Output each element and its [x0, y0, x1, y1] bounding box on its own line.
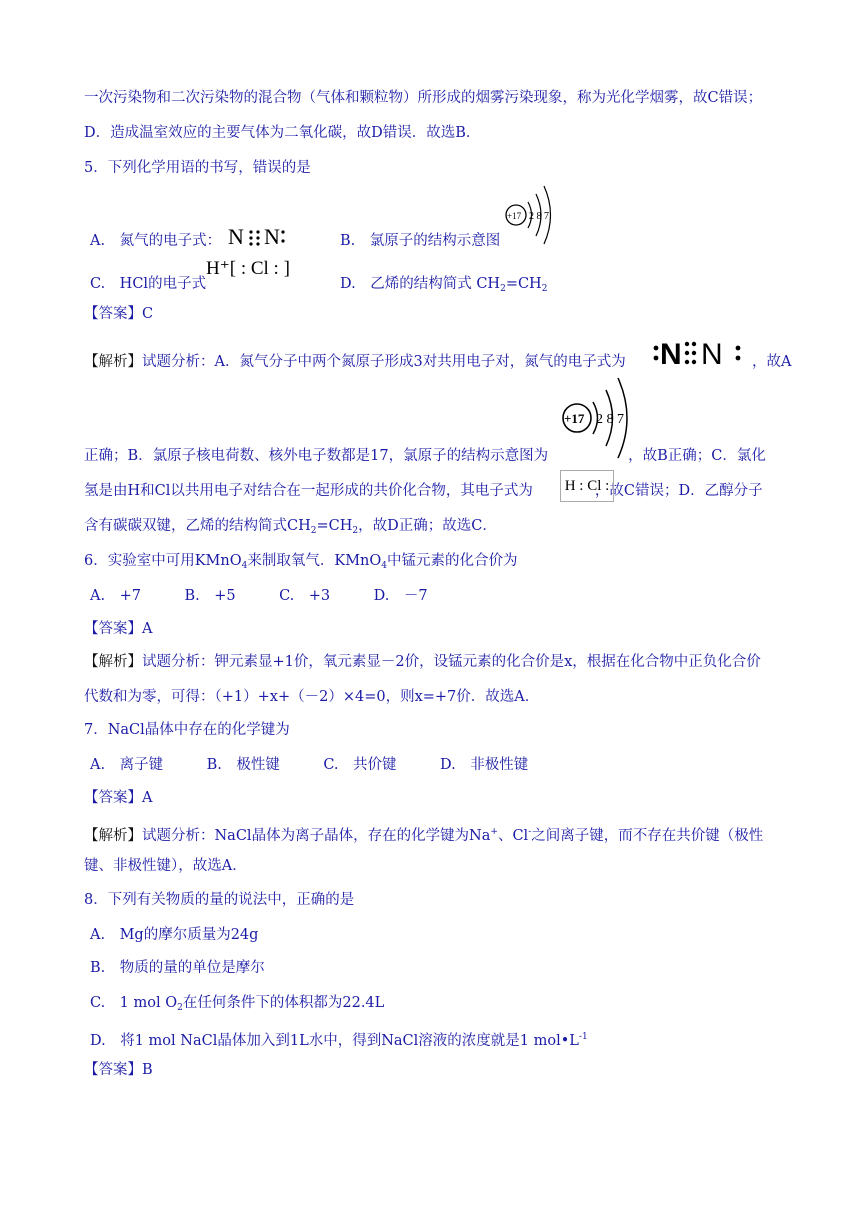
svg-text:N: N — [701, 338, 723, 371]
q7-answer: 【答案】A — [84, 790, 153, 806]
hcl-ionic-formula-figure: H⁺[ : Cl : ] — [206, 258, 290, 279]
q7-options: A. 离子键 B. 极性键 C. 共价键 D. 非极性键 — [90, 757, 529, 773]
q7-stem: 7．NaCl晶体中存在的化学键为 — [84, 722, 290, 738]
q7-explanation-line-2: 键、非极性键），故选A． — [84, 858, 247, 874]
q5-stem: 5．下列化学用语的书写，错误的是 — [84, 160, 311, 176]
svg-text:N: N — [660, 338, 682, 371]
q7-explanation-line-1: 【解析】试题分析：NaCl晶体为离子晶体，存在的化学键为Na+、Cl-之间离子键，而不存在共价键（极性 — [84, 827, 764, 844]
q6-explanation-line-1: 【解析】试题分析：钾元素显+1价，氧元素显－2价，设锰元素的化合价是x，根据在化合物中正负化合价 — [84, 654, 761, 670]
q5-explanation-line-2: 正确；B．氯原子核电荷数、核外电子数都是17，氯原子的结构示意图为 ，故B正确；C．氯化 — [84, 448, 766, 464]
q6-options: A. +7 B. +5 C. +3 D. －7 — [90, 588, 428, 604]
struct-shell-label: 2 8 7 — [529, 211, 549, 222]
q8-option-a: A. Mg的摩尔质量为24g — [90, 927, 259, 943]
intro-line-2: D．造成温室效应的主要气体为二氧化碳，故D错误．故选B． — [84, 125, 481, 141]
q5-answer: 【答案】C — [84, 306, 154, 322]
q5-explanation-line-1-tail: ，故A — [752, 354, 792, 370]
n2-electron-formula-large-figure — [652, 336, 748, 372]
struct-large-shell-label: 2 8 7 — [596, 412, 624, 427]
q6-explanation-line-2: 代数和为零，可得：（+1）+x+（－2）×4=0，则x=+7价．故选A． — [84, 689, 540, 705]
svg-text:N: N — [228, 224, 244, 249]
q5-explanation-line-3: 氢是由H和Cl以共用电子对结合在一起形成的共价化合物，其电子式为 ，故C错误；D．乙醇分子 — [84, 483, 763, 499]
q5-option-c: C. HCl的电子式 — [90, 276, 207, 292]
struct-large-nucleus-label: +17 — [564, 411, 585, 426]
q5-explanation-line-1: 【解析】试题分析：A．氮气分子中两个氮原子形成3对共用电子对，氮气的电子式为 — [84, 354, 626, 370]
q6-stem: 6．实验室中可用KMnO$_4$来制取氧气．KMnO$_4$中锰元素的化合价为 — [84, 553, 518, 571]
q8-option-b: B. 物质的量的单位是摩尔 — [90, 960, 265, 976]
q8-stem: 8．下列有关物质的量的说法中，正确的是 — [84, 892, 355, 908]
hcl-covalent-formula-figure: H : Cl : — [560, 470, 614, 502]
n2-electron-formula-figure — [228, 224, 294, 254]
intro-line-1: 一次污染物和二次污染物的混合物（气体和颗粒物）所形成的烟雾污染现象，称为光化学烟雾，故C错误； — [84, 90, 763, 106]
q8-answer: 【答案】B — [84, 1062, 153, 1078]
q5-option-d: D. 乙烯的结构简式 $CH_2=CH_2$ — [340, 276, 548, 294]
q5-explanation-line-4: 含有碳碳双键，乙烯的结构简式$CH_2=CH_2$，故D正确；故选C． — [84, 518, 497, 536]
cl-atom-structure-figure — [504, 176, 564, 246]
q6-answer: 【答案】A — [84, 621, 153, 637]
q8-option-c: C. 1 mol $O_2$在任何条件下的体积都为22.4L — [90, 995, 385, 1013]
q8-option-d: D. 将1 mol NaCl晶体加入到1L水中，得到NaCl溶液的浓度就是1 $mol•L^{-1}$ — [90, 1032, 588, 1049]
struct-nucleus-label: +17 — [507, 211, 522, 221]
svg-text:N: N — [264, 224, 280, 249]
q5-option-b: B. 氯原子的结构示意图 — [340, 233, 501, 249]
q5-option-a: A. 氮气的电子式： — [90, 233, 222, 249]
